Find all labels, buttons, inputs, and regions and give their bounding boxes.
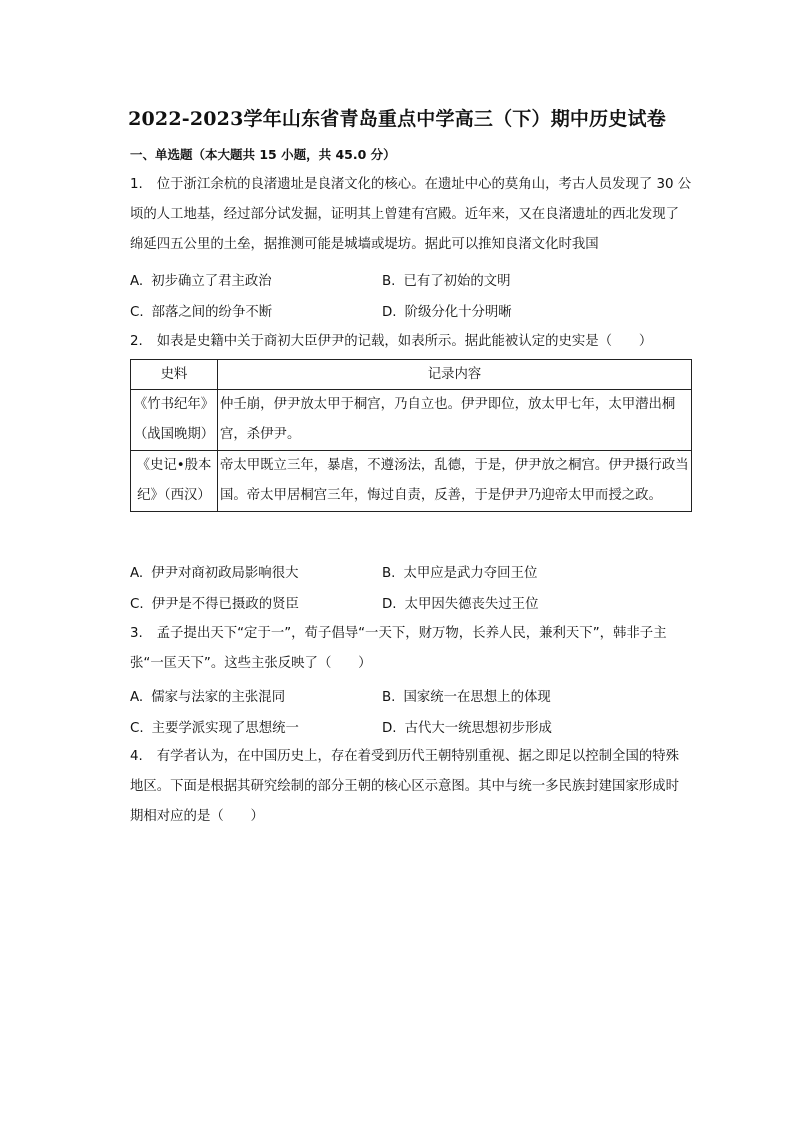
- option-text: 伊尹对商初政局影响很大: [151, 566, 299, 581]
- table-header-row: [131, 360, 692, 390]
- table-row: [131, 390, 692, 451]
- option-letter: C.: [130, 305, 144, 320]
- question-text: 有学者认为，在中国历史上，存在着受到历代王朝特别重视、据之即足以控制全国的特殊地区。下面是根据其研究绘制的部分王朝的核心区示意图。其中与统一多民族封建国家形成时期相对应的是（ ）: [130, 749, 680, 824]
- option-text: 部落之间的纷争不断: [151, 305, 273, 320]
- question-number: 3.: [130, 626, 143, 641]
- option-letter: B.: [382, 566, 396, 581]
- option-text: 初步确立了君主政治: [151, 274, 272, 289]
- option-c: [130, 301, 272, 320]
- option-text: 主要学派实现了思想统一: [151, 721, 299, 736]
- question-text: 位于浙江余杭的良渚遗址是良渚文化的核心。在遗址中心的莫角山，考古人员发现了 30 公顷的人工地基，经过部分试发掘，证明其上曾建有宫殿。近年来，又在良渚遗址的西北发现了绵延四五公里的土垒，据推测可能是城墙或堤坊。据此可以推知良渚文化时我国: [130, 177, 692, 252]
- option-a: [130, 686, 285, 705]
- table-header: 记录内容: [218, 360, 692, 390]
- table-header: 史料: [131, 360, 218, 390]
- option-letter: A.: [130, 566, 144, 581]
- question-number: 1.: [130, 177, 143, 192]
- option-text: 古代大一统思想初步形成: [404, 721, 552, 736]
- table-cell-content: 帝太甲既立三年，暴虐，不遵汤法，乱德，于是，伊尹放之桐宫。伊尹摄行政当国。帝太甲居桐宫三年，悔过自责，反善，于是伊尹乃迎帝太甲而授之政。: [218, 451, 692, 512]
- option-d: [382, 301, 512, 320]
- option-text: 太甲应是武力夺回王位: [403, 566, 538, 581]
- option-d: [382, 717, 552, 736]
- question-2: [130, 327, 692, 357]
- option-b: [382, 686, 551, 705]
- option-letter: A.: [130, 690, 144, 705]
- option-text: 伊尹是不得已摄政的贤臣: [151, 597, 299, 612]
- option-letter: D.: [382, 305, 397, 320]
- option-letter: B.: [382, 690, 396, 705]
- option-b: [382, 562, 537, 581]
- question-4: [130, 742, 692, 832]
- option-text: 已有了初始的文明: [403, 274, 511, 289]
- option-letter: A.: [130, 274, 144, 289]
- option-text: 太甲因失德丧失过王位: [404, 597, 539, 612]
- option-text: 国家统一在思想上的体现: [403, 690, 551, 705]
- option-a: [130, 270, 272, 289]
- option-c: [130, 717, 299, 736]
- historical-records-table: [130, 359, 692, 512]
- option-letter: B.: [382, 274, 396, 289]
- question-1: [130, 170, 692, 260]
- option-text: 儒家与法家的主张混同: [151, 690, 286, 705]
- table-cell-source: 《竹书纪年》（战国晚期）: [131, 390, 218, 451]
- option-a: [130, 562, 298, 581]
- option-letter: D.: [382, 597, 397, 612]
- option-letter: D.: [382, 721, 397, 736]
- option-letter: C.: [130, 597, 144, 612]
- page-title: 2022-2023学年山东省青岛重点中学高三（下）期中历史试卷: [128, 108, 666, 130]
- table-row: [131, 451, 692, 512]
- question-text: 孟子提出天下“定于一”，荀子倡导“一天下，财万物，长养人民，兼利天下”，韩非子主张“一匡天下”。这些主张反映了（ ）: [130, 626, 667, 671]
- question-text: 如表是史籍中关于商初大臣伊尹的记载，如表所示。据此能被认定的史实是（ ）: [156, 334, 653, 349]
- question-number: 2.: [130, 334, 143, 349]
- table-cell-content: 仲壬崩，伊尹放太甲于桐宫，乃自立也。伊尹即位，放太甲七年，太甲潜出桐宫，杀伊尹。: [218, 390, 692, 451]
- section-heading: 一、单选题（本大题共 15 小题，共 45.0 分）: [130, 147, 396, 162]
- option-c: [130, 593, 299, 612]
- question-3: [130, 619, 692, 679]
- option-letter: C.: [130, 721, 144, 736]
- option-b: [382, 270, 511, 289]
- option-text: 阶级分化十分明晰: [404, 305, 512, 320]
- table-cell-source: 《史记•殷本纪》（西汉）: [131, 451, 218, 512]
- question-number: 4.: [130, 749, 143, 764]
- option-d: [382, 593, 538, 612]
